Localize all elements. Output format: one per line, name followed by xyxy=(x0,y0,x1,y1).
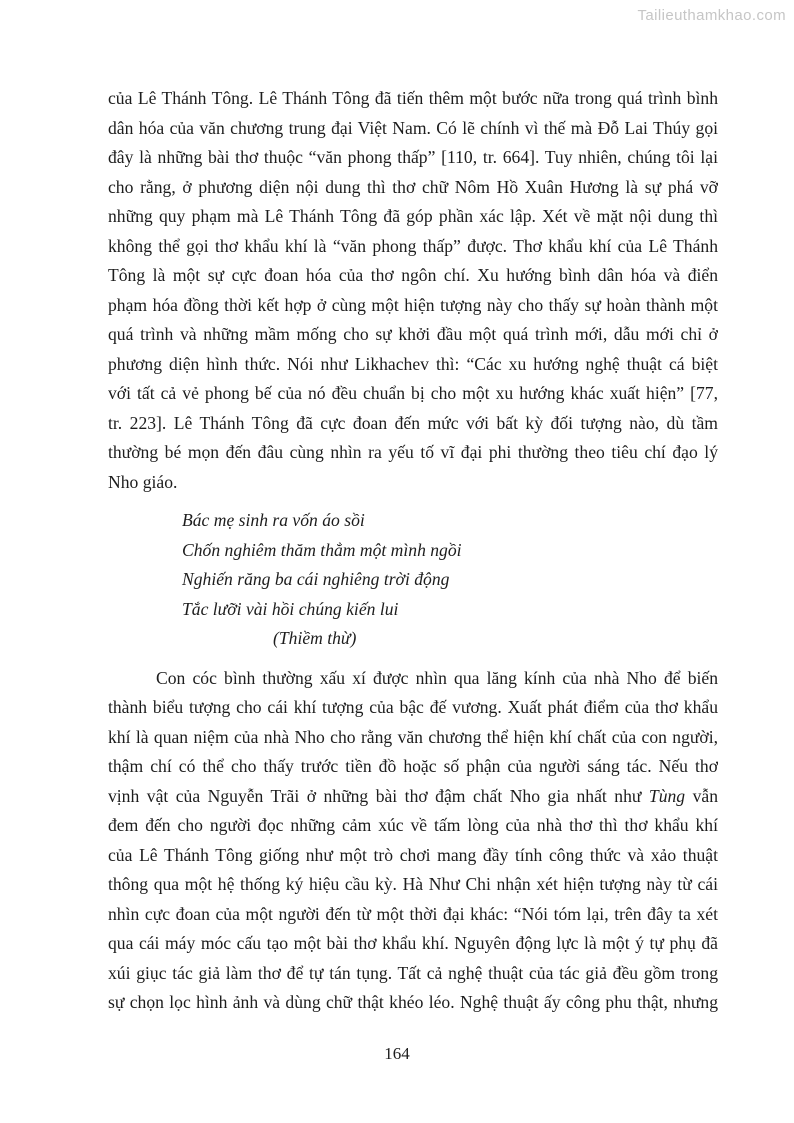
poem-line: Chốn nghiêm thăm thẳm một mình ngồi xyxy=(182,539,462,560)
text-line: qua cái máy móc cấu tạo một bài thơ khẩu khí. Nguyên động lực là một ý tự phụ đã xyxy=(108,933,718,953)
text-line: sự chọn lọc hình ảnh và dùng chữ thật khéo léo. Nghệ thuật ấy công phu thật, nhưng xyxy=(108,992,718,1012)
text-line: cho rằng, ở phương diện nội dung thì thơ chữ Nôm Hồ Xuân Hương là sự phá vỡ xyxy=(108,176,718,197)
italic-term: Tùng xyxy=(648,785,686,806)
poem-block xyxy=(108,506,718,654)
watermark: Tailieuthamkhao.com xyxy=(637,7,786,24)
paragraph-1 xyxy=(108,84,718,497)
text-line: đem đến cho người đọc những cảm xúc về tấm lòng của nhà thơ thì thơ khẩu khí xyxy=(108,815,718,835)
text-line: tr. 223]. Lê Thánh Tông đã cực đoan đến mức với bất kỳ đối tượng nào, dù tầm xyxy=(108,412,718,433)
text-line: những quy phạm mà Lê Thánh Tông đã góp phần xác lập. Xét về mặt nội dung thì xyxy=(108,206,718,226)
text-line: thành biểu tượng cho cái khí tượng của bậc đế vương. Xuất phát điểm của thơ khẩu xyxy=(108,697,718,717)
text-line: phương diện hình thức. Nói như Likhachev thì: “Các xu hướng nghệ thuật cá biệt xyxy=(108,353,718,374)
poem-line: Bác mẹ sinh ra vốn áo sồi xyxy=(182,510,365,530)
text-line: Nho giáo. xyxy=(108,471,178,492)
text-line: thường bé mọn đến đâu cùng nhìn ra yếu tố vĩ đại phi thường theo tiêu chí đạo lý xyxy=(108,442,718,462)
text-line: đây là những bài thơ thuộc “văn phong thấp” [110, tr. 664]. Tuy nhiên, chúng tôi lại xyxy=(108,147,718,167)
text-line: thông qua một hệ thống ký hiệu cầu kỳ. Hà Như Chi nhận xét hiện tượng này từ cái xyxy=(108,874,718,894)
text-line: vịnh vật của Nguyễn Trãi ở những bài thơ đậm chất Nho gia nhất như Tùng vẫn xyxy=(108,785,718,806)
text-line: nhìn cực đoan của một người đến từ một thời đại khác: “Nói tóm lại, trên đây ta xét xyxy=(108,903,718,924)
text-line: quá trình và những mầm mống cho sự khởi đầu một quá trình mới, dẫu mới chỉ ở xyxy=(108,324,718,344)
text-line: của Lê Thánh Tông giống như một trò chơi mang đầy tính công thức và xảo thuật xyxy=(108,844,718,865)
poem-line: Tắc lưỡi vài hồi chúng kiến lui xyxy=(182,598,399,619)
text-line: của Lê Thánh Tông. Lê Thánh Tông đã tiến thêm một bước nữa trong quá trình bình xyxy=(108,88,718,108)
page-number: 164 xyxy=(384,1044,410,1063)
text-line: với tất cả vẻ phong bế của nó đều chuẩn bị cho một xu hướng khác xuất hiện” [77, xyxy=(108,383,718,403)
text-line: khí là quan niệm của nhà Nho cho rằng văn chương thể hiện khí chất của con người, xyxy=(108,726,718,747)
text-line: Con cóc bình thường xấu xí được nhìn qua lăng kính của nhà Nho để biến xyxy=(156,667,718,688)
text-line: thậm chí có thể cho thấy trước tiền đồ hoặc số phận của người sáng tác. Nếu thơ xyxy=(108,756,718,776)
text-line: Tông là một sự cực đoan hóa của thơ ngôn chí. Xu hướng bình dân hóa và điển xyxy=(108,265,718,285)
text-line: phạm hóa đồng thời kết hợp ở cùng một hiện tượng này cho thấy sự hoàn thành một xyxy=(108,294,718,315)
text-line: xúi giục tác giả làm thơ để tự tán tụng. Tất cả nghệ thuật của tác giả đều gồm trong xyxy=(108,962,718,983)
paragraph-2 xyxy=(108,664,718,1018)
text-line: dân hóa của văn chương trung đại Việt Nam. Có lẽ chính vì thế mà Đỗ Lai Thúy gọi xyxy=(108,117,718,138)
poem-line: Nghiến răng ba cái nghiêng trời động xyxy=(182,569,450,589)
page-body xyxy=(108,84,718,1018)
text-line: không thể gọi thơ khẩu khí là “văn phong thấp” được. Thơ khẩu khí của Lê Thánh xyxy=(108,235,718,256)
poem-attribution: (Thiềm thừ) xyxy=(273,628,357,648)
